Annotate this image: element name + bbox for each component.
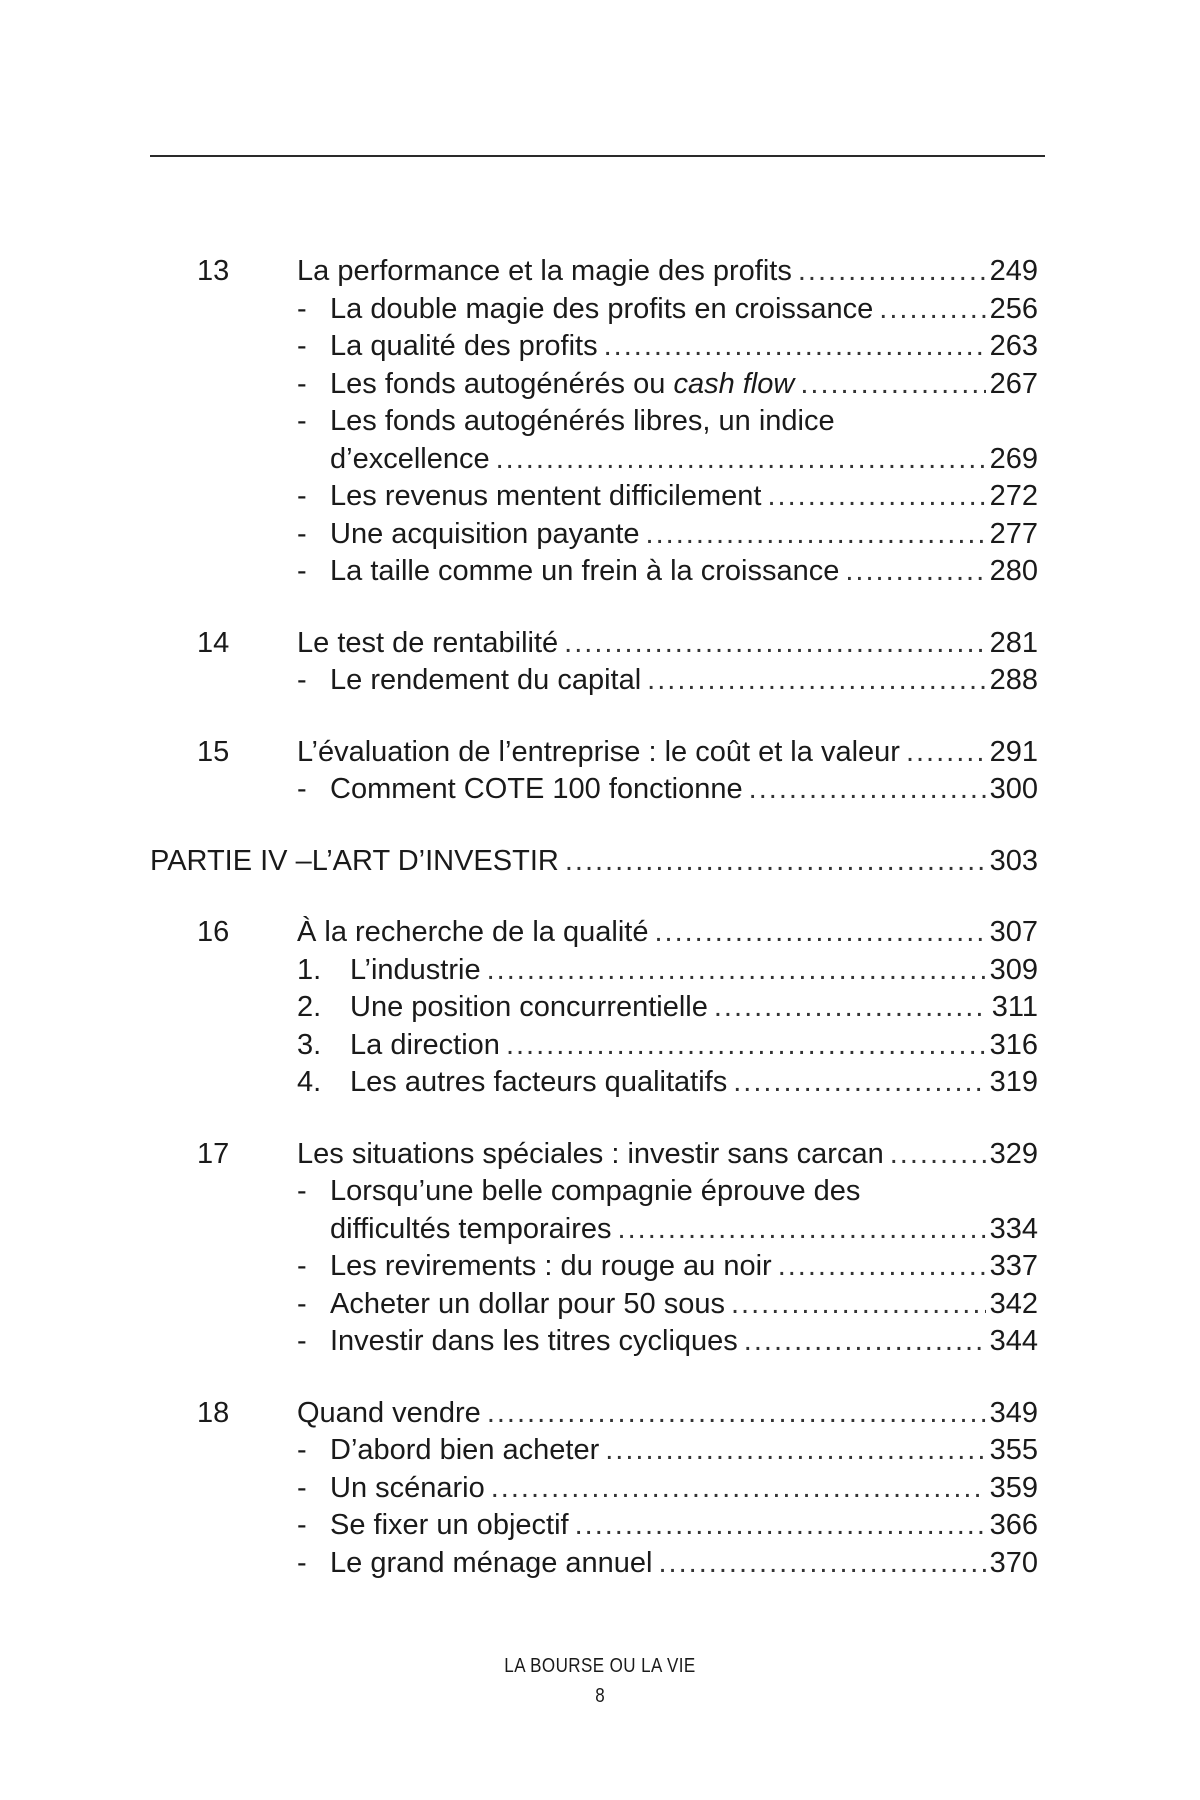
table-of-contents: [0, 253, 1200, 1582]
page-number: 300: [989, 773, 1038, 805]
spacer: [0, 880, 1200, 914]
page-number: 256: [989, 292, 1038, 325]
chapter-number: 17: [197, 1137, 230, 1170]
dot-leader: [744, 1323, 986, 1361]
page-number: 370: [989, 1546, 1038, 1579]
page-number: 281: [989, 626, 1038, 659]
bullet-dash: -: [297, 1325, 307, 1357]
toc-item[interactable]: [0, 1173, 1200, 1211]
bullet-dash: -: [297, 773, 307, 805]
item-title: Les revenus mentent difficilement: [330, 480, 762, 512]
chapter-number: 15: [197, 735, 230, 768]
item-title: L’industrie: [350, 953, 481, 986]
toc-item-continuation[interactable]: [0, 1211, 1200, 1249]
page-number: 366: [989, 1509, 1038, 1541]
item-title: Une acquisition payante: [330, 517, 640, 550]
item-number: 4.: [297, 1066, 322, 1098]
item-title: Le grand ménage annuel: [330, 1546, 653, 1579]
top-rule: [150, 155, 1045, 157]
toc-chapter-15[interactable]: [0, 734, 1200, 772]
bullet-dash: -: [297, 1546, 307, 1579]
toc-item[interactable]: [0, 478, 1200, 516]
item-title: La double magie des profits en croissance: [330, 292, 874, 325]
page-number: 349: [989, 1396, 1038, 1429]
bullet-dash: -: [297, 367, 307, 400]
chapter-title: Le test de rentabilité: [297, 626, 559, 659]
running-footer-title: LA BOURSE OU LA VIE: [504, 1655, 696, 1677]
dot-leader: [605, 1432, 985, 1470]
dot-leader: [575, 1507, 986, 1545]
page-number: 355: [989, 1434, 1038, 1466]
toc-item[interactable]: [0, 1323, 1200, 1361]
page-number: 307: [989, 916, 1038, 948]
spacer: [0, 1361, 1200, 1395]
item-title: Les autres facteurs qualitatifs: [350, 1066, 728, 1098]
page-number: 249: [989, 255, 1038, 287]
item-title: La direction: [350, 1028, 500, 1061]
item-title: Les revirements : du rouge au noir: [330, 1250, 772, 1282]
toc-item[interactable]: [0, 1470, 1200, 1508]
item-title: Une position concurrentielle: [350, 991, 708, 1023]
dot-leader: [658, 1545, 985, 1583]
toc-item[interactable]: [0, 328, 1200, 366]
chapter-title: L’évaluation de l’entreprise : le coût et la valeur: [297, 735, 900, 768]
page-number: 267: [989, 367, 1038, 400]
chapter-title: À la recherche de la qualité: [297, 916, 649, 948]
toc-item[interactable]: [0, 662, 1200, 700]
page-number: 303: [989, 844, 1038, 877]
spacer: [0, 1102, 1200, 1136]
bullet-dash: -: [297, 1175, 307, 1207]
dot-leader: [487, 952, 986, 990]
dot-leader: [618, 1211, 986, 1249]
item-title: [330, 366, 794, 404]
item-title: Acheter un dollar pour 50 sous: [330, 1287, 725, 1320]
item-number: 1.: [297, 953, 322, 986]
footer-page-number: 8: [595, 1685, 605, 1707]
toc-item[interactable]: [0, 553, 1200, 591]
dot-leader: [491, 1470, 986, 1508]
page-number: 337: [989, 1250, 1038, 1282]
toc-item[interactable]: [0, 1027, 1200, 1065]
dot-leader: [506, 1027, 986, 1065]
page-number: 277: [989, 517, 1038, 550]
item-number: 2.: [297, 991, 322, 1023]
dot-leader: [604, 328, 986, 366]
item-title: La taille comme un frein à la croissance: [330, 555, 840, 587]
toc-item-continuation[interactable]: [0, 441, 1200, 479]
spacer: [0, 700, 1200, 734]
dot-leader: [798, 253, 986, 291]
toc-item[interactable]: [0, 1248, 1200, 1286]
item-title-line1: Lorsqu’une belle compagnie éprouve des: [330, 1175, 861, 1207]
dot-leader: [767, 478, 985, 516]
chapter-number: 14: [197, 626, 230, 659]
toc-item[interactable]: [0, 291, 1200, 329]
toc-item[interactable]: [0, 952, 1200, 990]
toc-item[interactable]: [0, 1432, 1200, 1470]
dot-leader: [647, 662, 985, 700]
page-number: 311: [991, 991, 1038, 1023]
toc-chapter-17[interactable]: [0, 1136, 1200, 1174]
dot-leader: [654, 914, 985, 952]
bullet-dash: -: [297, 1287, 307, 1320]
item-title-text: Les fonds autogénérés ou: [330, 367, 674, 400]
dot-leader: [733, 1064, 985, 1102]
dot-leader: [564, 625, 985, 663]
toc-item[interactable]: [0, 989, 1200, 1027]
item-title-line2: d’excellence: [330, 442, 490, 475]
toc-item[interactable]: [0, 403, 1200, 441]
bullet-dash: -: [297, 555, 307, 587]
page-number: 291: [989, 735, 1038, 768]
item-title-line1: Les fonds autogénérés libres, un indice: [330, 405, 835, 437]
dot-leader: [731, 1286, 986, 1324]
page-number: 269: [989, 442, 1038, 475]
bullet-dash: -: [297, 480, 307, 512]
bullet-dash: -: [297, 1471, 307, 1504]
toc-chapter-13[interactable]: [0, 253, 1200, 291]
page-number: 334: [989, 1212, 1038, 1245]
toc-chapter-14[interactable]: [0, 625, 1200, 663]
chapter-number: 18: [197, 1396, 230, 1429]
toc-item[interactable]: [0, 366, 1200, 404]
dot-leader: [845, 553, 985, 591]
page-number: 309: [989, 953, 1038, 986]
toc-item[interactable]: [0, 1286, 1200, 1324]
item-title: Comment COTE 100 fonctionne: [330, 773, 743, 805]
dot-leader: [778, 1248, 986, 1286]
bullet-dash: -: [297, 1250, 307, 1282]
dot-leader: [879, 291, 985, 329]
toc-item[interactable]: [0, 1507, 1200, 1545]
item-title: Le rendement du capital: [330, 664, 642, 696]
dot-leader: [800, 366, 985, 404]
toc-chapter-16[interactable]: [0, 914, 1200, 952]
spacer: [0, 591, 1200, 625]
bullet-dash: -: [297, 1434, 307, 1466]
dot-leader: [565, 843, 986, 881]
page-number: 319: [989, 1066, 1038, 1098]
page-number: 329: [989, 1137, 1038, 1170]
item-title: La qualité des profits: [330, 330, 598, 362]
page-number: 342: [989, 1287, 1038, 1320]
toc-item[interactable]: [0, 1064, 1200, 1102]
chapter-number: 13: [197, 255, 230, 287]
toc-item[interactable]: [0, 771, 1200, 809]
page-number: 344: [989, 1325, 1038, 1357]
page-number: 280: [989, 555, 1038, 587]
page-number: 288: [989, 664, 1038, 696]
bullet-dash: -: [297, 292, 307, 325]
page-number: 316: [989, 1028, 1038, 1061]
bullet-dash: -: [297, 1509, 307, 1541]
part-title: PARTIE IV –L’ART D’INVESTIR: [150, 844, 559, 877]
chapter-title: La performance et la magie des profits: [297, 255, 792, 287]
dot-leader: [714, 989, 988, 1027]
page-number: 263: [989, 330, 1038, 362]
item-title: D’abord bien acheter: [330, 1434, 600, 1466]
item-title: Se fixer un objectif: [330, 1509, 569, 1541]
item-title-italic: cash flow: [673, 367, 795, 400]
dot-leader: [906, 734, 986, 772]
bullet-dash: -: [297, 664, 307, 696]
dot-leader: [646, 516, 986, 554]
item-number: 3.: [297, 1028, 322, 1061]
item-title: Un scénario: [330, 1471, 485, 1504]
bullet-dash: -: [297, 405, 307, 437]
toc-part-4[interactable]: [0, 843, 1200, 881]
toc-item[interactable]: [0, 516, 1200, 554]
toc-chapter-18[interactable]: [0, 1395, 1200, 1433]
item-title-line2: difficultés temporaires: [330, 1212, 612, 1245]
item-title: Investir dans les titres cycliques: [330, 1325, 738, 1357]
spacer: [0, 809, 1200, 843]
page-number: 359: [989, 1471, 1038, 1504]
chapter-title: Les situations spéciales : investir sans carcan: [297, 1137, 884, 1170]
chapter-number: 16: [197, 916, 230, 948]
bullet-dash: -: [297, 517, 307, 550]
toc-item[interactable]: [0, 1545, 1200, 1583]
page-number: 272: [989, 480, 1038, 512]
dot-leader: [749, 771, 986, 809]
bullet-dash: -: [297, 330, 307, 362]
dot-leader: [487, 1395, 986, 1433]
dot-leader: [890, 1136, 986, 1174]
chapter-title: Quand vendre: [297, 1396, 481, 1429]
dot-leader: [496, 441, 986, 479]
